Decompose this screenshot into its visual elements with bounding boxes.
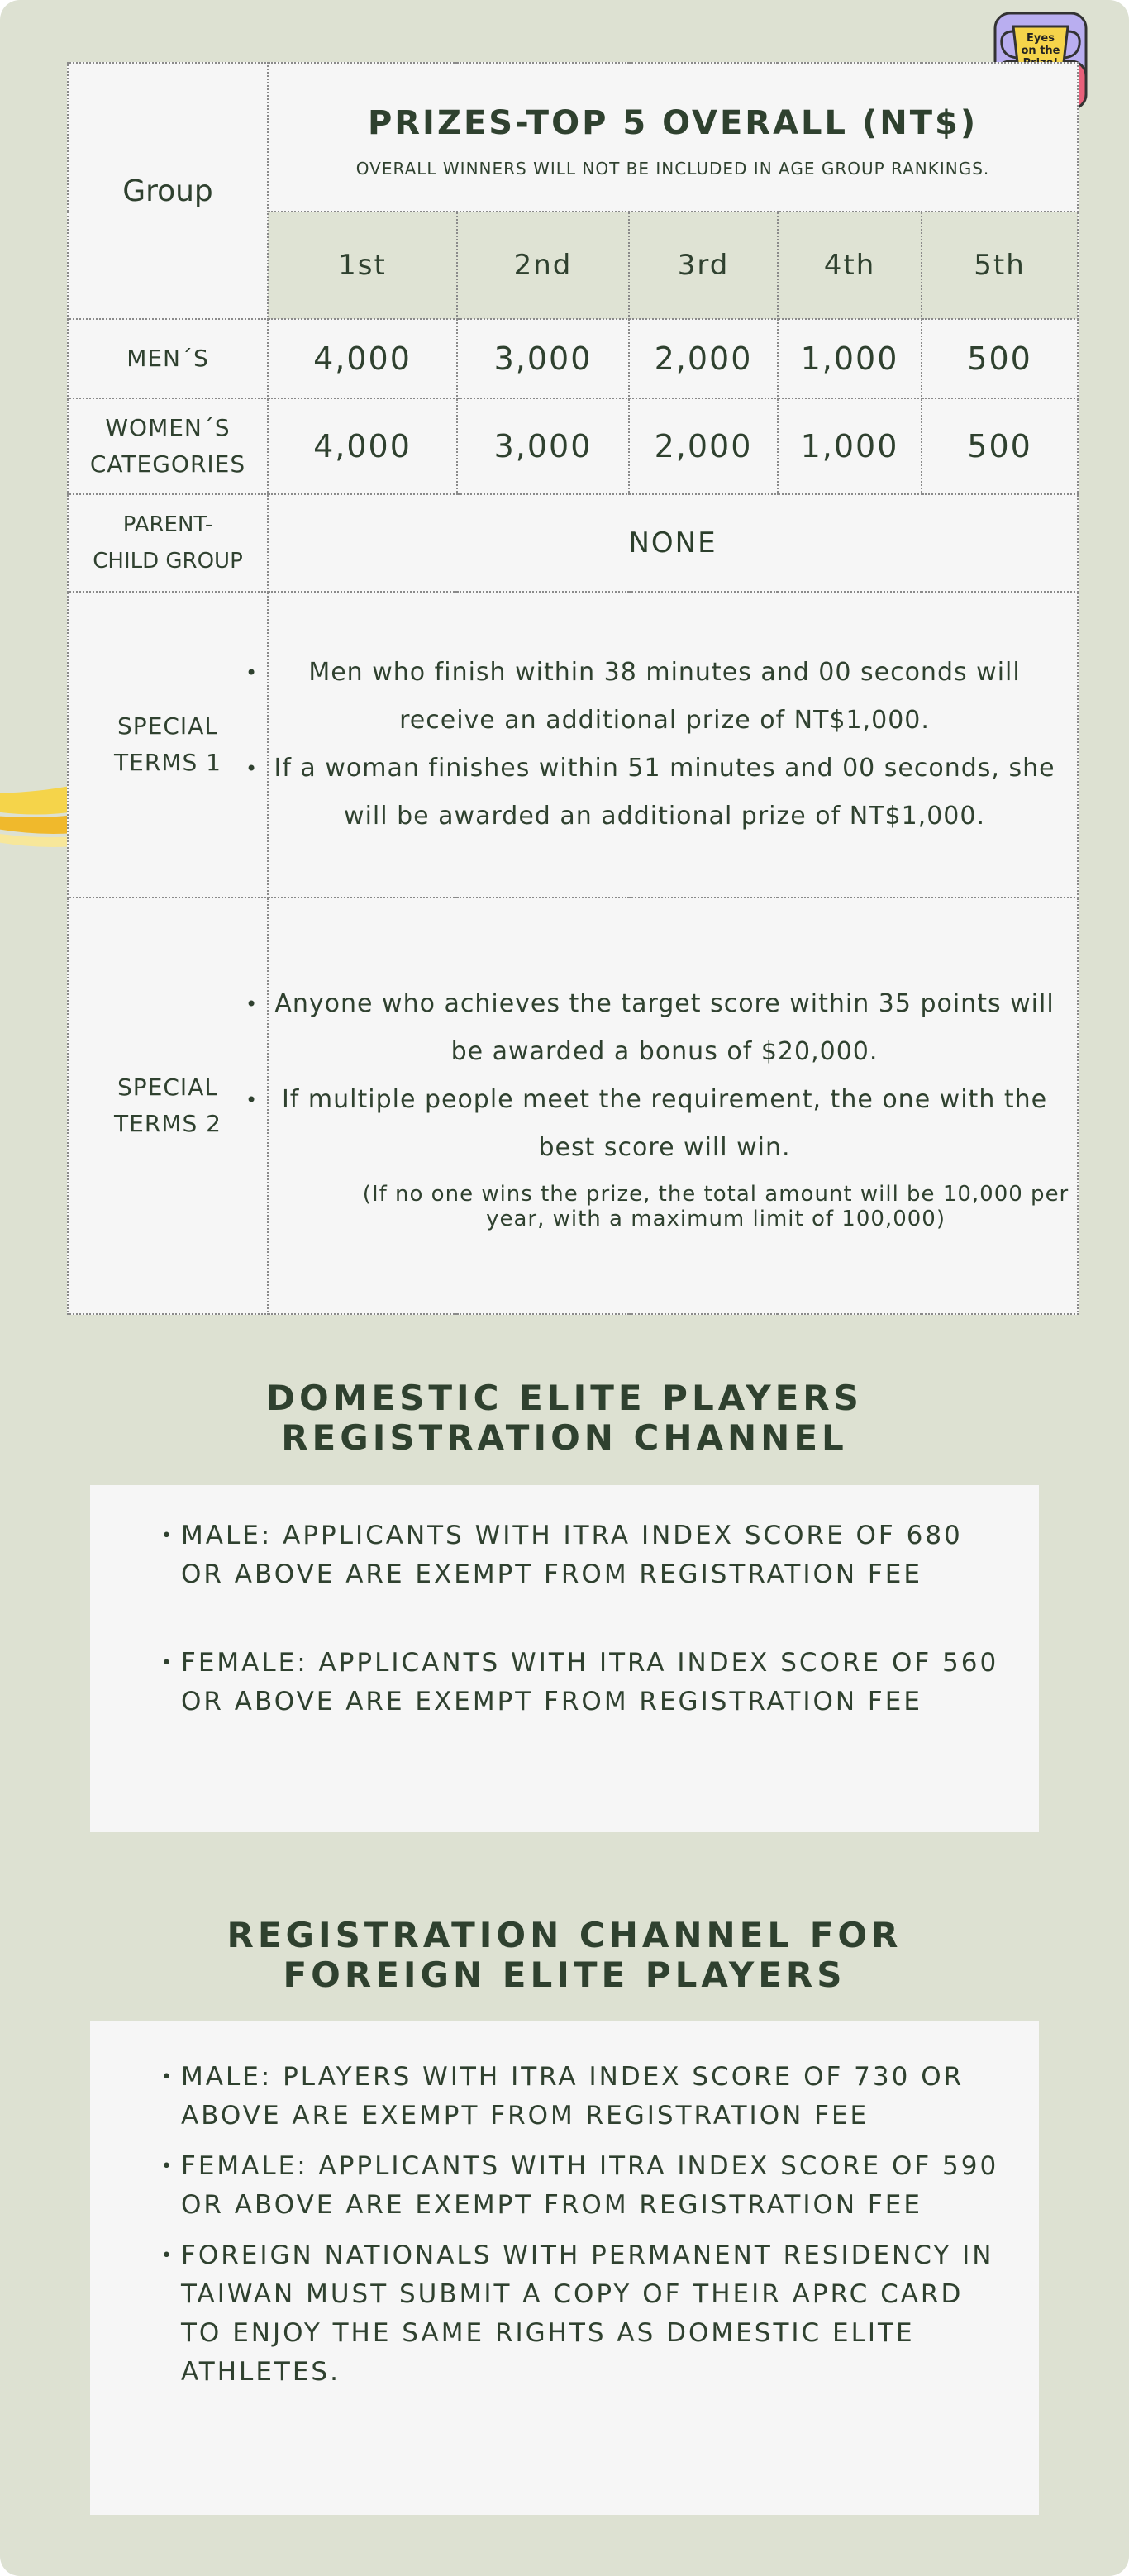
- prize-value: 2,000: [629, 319, 778, 398]
- prize-value: 4,000: [268, 398, 457, 494]
- prize-value: 3,000: [457, 319, 629, 398]
- row-label-line: TERMS 2: [114, 1110, 222, 1137]
- row-label-line: SPECIAL: [117, 712, 218, 740]
- row-label-line: PARENT-: [122, 512, 213, 537]
- rank-header-4th: 4th: [778, 212, 922, 319]
- section-title-line: FOREIGN ELITE PLAYERS: [283, 1955, 846, 1995]
- special-terms-2-content: [268, 898, 1078, 1314]
- foreign-registration-box: [90, 2021, 1039, 2515]
- row-label-line: CHILD GROUP: [93, 549, 243, 574]
- section-title-line: REGISTRATION CHANNEL: [281, 1417, 848, 1458]
- foreign-rules-list: [90, 2058, 1039, 2392]
- row-label-special-terms-1: [68, 592, 268, 898]
- prize-value: 500: [922, 398, 1078, 494]
- prize-table: [67, 62, 1079, 1315]
- row-label-line: SPECIAL: [117, 1074, 218, 1101]
- table-row-special-terms-2: [68, 898, 1078, 1314]
- svg-text:Eyes: Eyes: [1027, 32, 1055, 45]
- rank-header-5th: 5th: [922, 212, 1078, 319]
- domestic-rules-list: [90, 1517, 1039, 1721]
- row-label-parent-child: [68, 494, 268, 592]
- group-header-cell: [68, 63, 268, 319]
- table-row-womens: [68, 398, 1078, 494]
- row-label-special-terms-2: [68, 898, 268, 1314]
- list-item: • If a woman finishes within 51 minutes and 00 seconds, she will be awarded an additional prize of NT$1,000.: [269, 745, 1060, 840]
- list-item: • MALE: PLAYERS WITH ITRA INDEX SCORE OF 730 OR ABOVE ARE EXEMPT FROM REGISTRATION FEE: [181, 2058, 1006, 2136]
- prize-title: PRIZES-TOP 5 OVERALL (NT$): [367, 104, 979, 142]
- special-terms-2-list: [269, 980, 1077, 1172]
- special-terms-1-content: [268, 592, 1078, 898]
- list-item: • FEMALE: APPLICANTS WITH ITRA INDEX SCORE OF 590 OR ABOVE ARE EXEMPT FROM REGISTRATION FEE: [181, 2147, 1006, 2225]
- list-item: • FOREIGN NATIONALS WITH PERMANENT RESIDENCY IN TAIWAN MUST SUBMIT A COPY OF THEIR APRC CARD TO ENJOY THE SAME RIGHTS AS DOMESTIC ELITE ATHLETES.: [181, 2236, 1006, 2392]
- prize-value: 1,000: [778, 319, 922, 398]
- prize-subtitle: OVERALL WINNERS WILL NOT BE INCLUDED IN AGE GROUP RANKINGS.: [355, 159, 990, 179]
- swoosh-decoration-icon: [0, 760, 74, 859]
- special-terms-1-list: [269, 649, 1077, 840]
- row-label-mens: MEN´S: [68, 319, 268, 398]
- list-item: • If multiple people meet the requirement, the one with the best score will win.: [269, 1076, 1060, 1172]
- row-label-line: CATEGORIES: [89, 450, 246, 478]
- list-item: • Men who finish within 38 minutes and 00 seconds will receive an additional prize of NT$1,000.: [269, 649, 1060, 745]
- prize-value: 500: [922, 319, 1078, 398]
- rank-header-1st: 1st: [268, 212, 457, 319]
- foreign-section-title: [0, 1916, 1129, 1995]
- group-header-label: Group: [122, 174, 213, 208]
- row-label-line: WOMEN´S: [105, 414, 231, 441]
- special-terms-2-note: (If no one wins the prize, the total amount will be 10,000 per year, with a maximum limit of 100,000): [362, 1182, 1069, 1231]
- parent-child-value: NONE: [268, 494, 1078, 592]
- rank-header-2nd: 2nd: [457, 212, 629, 319]
- domestic-section-title: [0, 1378, 1129, 1458]
- list-item: • Anyone who achieves the target score within 35 points will be awarded a bonus of $20,000.: [269, 980, 1060, 1076]
- section-title-line: DOMESTIC ELITE PLAYERS: [266, 1378, 863, 1418]
- rank-header-3rd: 3rd: [629, 212, 778, 319]
- row-label-line: TERMS 1: [114, 749, 222, 776]
- section-title-line: REGISTRATION CHANNEL FOR: [226, 1915, 903, 1955]
- row-label-womens: [68, 398, 268, 494]
- prize-title-cell: [268, 63, 1078, 212]
- table-row-mens: [68, 319, 1078, 398]
- table-row-special-terms-1: [68, 592, 1078, 898]
- prize-value: 3,000: [457, 398, 629, 494]
- prize-value: 4,000: [268, 319, 457, 398]
- domestic-registration-box: [90, 1485, 1039, 1832]
- list-item: • FEMALE: APPLICANTS WITH ITRA INDEX SCORE OF 560 OR ABOVE ARE EXEMPT FROM REGISTRATION FEE: [181, 1644, 1006, 1721]
- prize-value: 2,000: [629, 398, 778, 494]
- list-item: • MALE: APPLICANTS WITH ITRA INDEX SCORE OF 680 OR ABOVE ARE EXEMPT FROM REGISTRATION FEE: [181, 1517, 1006, 1594]
- table-row-parent-child: [68, 494, 1078, 592]
- svg-text:on the: on the: [1021, 45, 1060, 57]
- prize-value: 1,000: [778, 398, 922, 494]
